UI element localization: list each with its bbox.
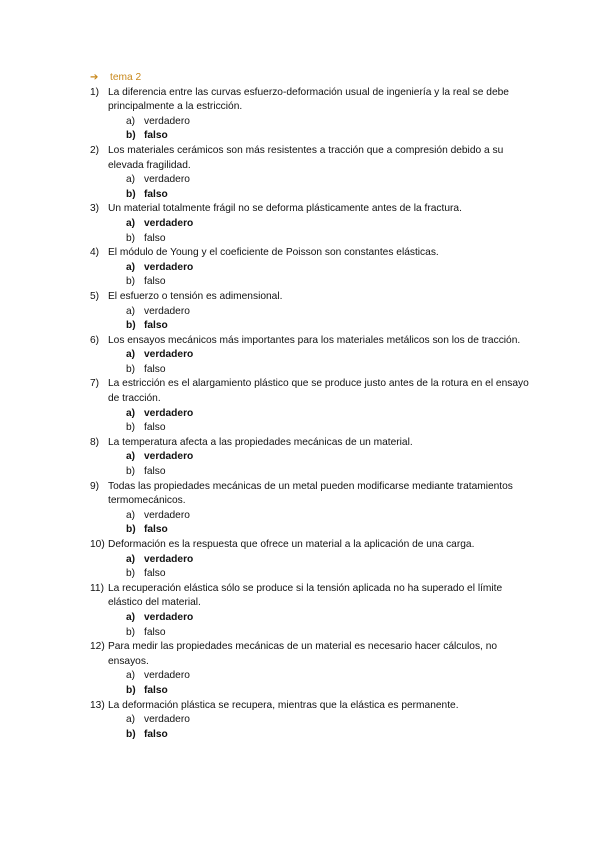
- option-letter: a): [126, 451, 136, 463]
- question-text: Los materiales cerámicos son más resistentes a tracción que a compresión debido a su elevada fragilidad.: [108, 144, 504, 171]
- question-number: 9): [90, 480, 100, 492]
- answer-option: [90, 669, 530, 684]
- option-letter: a): [126, 714, 136, 726]
- option-text: verdadero: [144, 407, 194, 419]
- option-text: falso: [144, 232, 166, 244]
- option-text: verdadero: [144, 509, 190, 521]
- option-text: verdadero: [144, 261, 194, 273]
- option-text: falso: [144, 130, 168, 142]
- option-letter: a): [126, 261, 136, 273]
- option-text: verdadero: [144, 670, 190, 682]
- question-number: 2): [90, 144, 100, 156]
- question-text: El módulo de Young y el coeficiente de Poisson son constantes elásticas.: [108, 247, 439, 259]
- question-number: 11): [90, 582, 104, 594]
- question-text: Deformación es la respuesta que ofrece un material a la aplicación de una carga.: [108, 539, 475, 550]
- option-letter: b): [126, 684, 136, 696]
- option-letter: b): [126, 363, 136, 375]
- option-letter: a): [126, 407, 136, 419]
- question-text: La temperatura afecta a las propiedades mecánicas de un material.: [108, 436, 413, 448]
- option-text: falso: [144, 276, 166, 288]
- answer-option: [90, 275, 530, 290]
- question-number: 5): [90, 290, 100, 302]
- arrow-right-icon: ➔: [90, 72, 99, 83]
- question-number: 4): [90, 247, 100, 259]
- option-text: verdadero: [144, 714, 190, 726]
- option-letter: a): [126, 509, 136, 521]
- option-text: falso: [144, 524, 168, 536]
- answer-option: [90, 728, 530, 743]
- answer-option: [90, 217, 530, 232]
- question-item: [90, 290, 530, 305]
- option-text: falso: [144, 626, 166, 638]
- option-letter: b): [126, 568, 136, 580]
- question-item: [90, 538, 530, 553]
- answer-option: [90, 523, 530, 538]
- answer-option: [90, 684, 530, 699]
- option-letter: b): [126, 466, 136, 478]
- section-title: tema 2: [110, 72, 142, 83]
- question-list: [90, 86, 530, 743]
- question-item: [90, 202, 530, 217]
- option-text: verdadero: [144, 553, 194, 565]
- answer-option: [90, 129, 530, 144]
- answer-option: [90, 261, 530, 276]
- question-number: 10): [90, 539, 105, 550]
- option-text: falso: [144, 363, 166, 375]
- option-text: verdadero: [144, 349, 194, 361]
- answer-option: [90, 115, 530, 130]
- answer-option: [90, 232, 530, 247]
- option-text: falso: [144, 188, 168, 200]
- question-text: La deformación plástica se recupera, mientras que la elástica es permanente.: [108, 699, 459, 711]
- option-letter: b): [126, 188, 136, 200]
- answer-option: [90, 509, 530, 524]
- option-text: verdadero: [144, 451, 194, 463]
- answer-option: [90, 567, 530, 582]
- option-text: verdadero: [144, 305, 190, 317]
- option-letter: a): [126, 174, 136, 186]
- answer-option: [90, 188, 530, 203]
- question-text: Los ensayos mecánicos más importantes para los materiales metálicos son los de tracción.: [108, 334, 521, 346]
- option-letter: a): [126, 349, 136, 361]
- option-letter: b): [126, 626, 136, 638]
- option-letter: a): [126, 553, 136, 565]
- option-text: falso: [144, 422, 166, 434]
- option-text: falso: [144, 684, 168, 696]
- option-letter: a): [126, 115, 136, 127]
- answer-option: [90, 465, 530, 480]
- question-item: [90, 246, 530, 261]
- question-number: 7): [90, 378, 100, 390]
- answer-option: [90, 713, 530, 728]
- answer-option: [90, 611, 530, 626]
- question-text: Todas las propiedades mecánicas de un metal pueden modificarse mediante tratamientos termomecánicos.: [108, 480, 513, 507]
- question-text: Un material totalmente frágil no se deforma plásticamente antes de la fractura.: [108, 203, 462, 215]
- option-letter: b): [126, 422, 136, 434]
- question-text: La estricción es el alargamiento plástico que se produce justo antes de la rotura en el ensayo de tracción.: [108, 378, 529, 405]
- question-number: 1): [90, 86, 100, 98]
- question-text: La recuperación elástica sólo se produce si la tensión aplicada no ha superado el límite elástico del material.: [108, 582, 503, 609]
- question-text: Para medir las propiedades mecánicas de un material es necesario hacer cálculos, no ensayos.: [108, 641, 498, 667]
- question-number: 3): [90, 203, 100, 215]
- option-letter: b): [126, 130, 136, 142]
- question-item: [90, 640, 530, 669]
- question-number: 8): [90, 436, 100, 448]
- answer-option: [90, 319, 530, 334]
- section-heading: [90, 71, 530, 86]
- answer-option: [90, 407, 530, 422]
- question-number: 12): [90, 641, 105, 653]
- option-letter: a): [126, 217, 136, 229]
- question-item: [90, 377, 530, 406]
- option-text: verdadero: [144, 174, 190, 186]
- question-number: 6): [90, 334, 100, 346]
- question-item: [90, 86, 530, 115]
- question-text: La diferencia entre las curvas esfuerzo-deformación usual de ingeniería y la real se debe principalmente a la estricción.: [108, 86, 509, 113]
- option-letter: b): [126, 524, 136, 536]
- option-text: falso: [144, 320, 168, 332]
- option-letter: b): [126, 320, 136, 332]
- option-text: verdadero: [144, 217, 194, 229]
- option-letter: a): [126, 305, 136, 317]
- option-letter: b): [126, 728, 136, 740]
- question-item: [90, 699, 530, 714]
- option-letter: b): [126, 232, 136, 244]
- answer-option: [90, 305, 530, 320]
- option-text: falso: [144, 466, 166, 478]
- answer-option: [90, 553, 530, 568]
- option-text: verdadero: [144, 115, 190, 127]
- question-item: [90, 480, 530, 509]
- option-text: verdadero: [144, 611, 194, 623]
- answer-option: [90, 421, 530, 436]
- quiz-content: [90, 71, 530, 742]
- option-letter: a): [126, 611, 136, 623]
- option-letter: a): [126, 670, 136, 682]
- question-item: [90, 334, 530, 349]
- answer-option: [90, 348, 530, 363]
- question-item: [90, 582, 530, 611]
- option-letter: b): [126, 276, 136, 288]
- question-number: 13): [90, 699, 105, 711]
- option-text: falso: [144, 568, 166, 580]
- option-text: falso: [144, 728, 168, 740]
- answer-option: [90, 363, 530, 378]
- question-text: El esfuerzo o tensión es adimensional.: [108, 290, 283, 302]
- question-item: [90, 144, 530, 173]
- question-item: [90, 436, 530, 451]
- answer-option: [90, 173, 530, 188]
- answer-option: [90, 450, 530, 465]
- answer-option: [90, 626, 530, 641]
